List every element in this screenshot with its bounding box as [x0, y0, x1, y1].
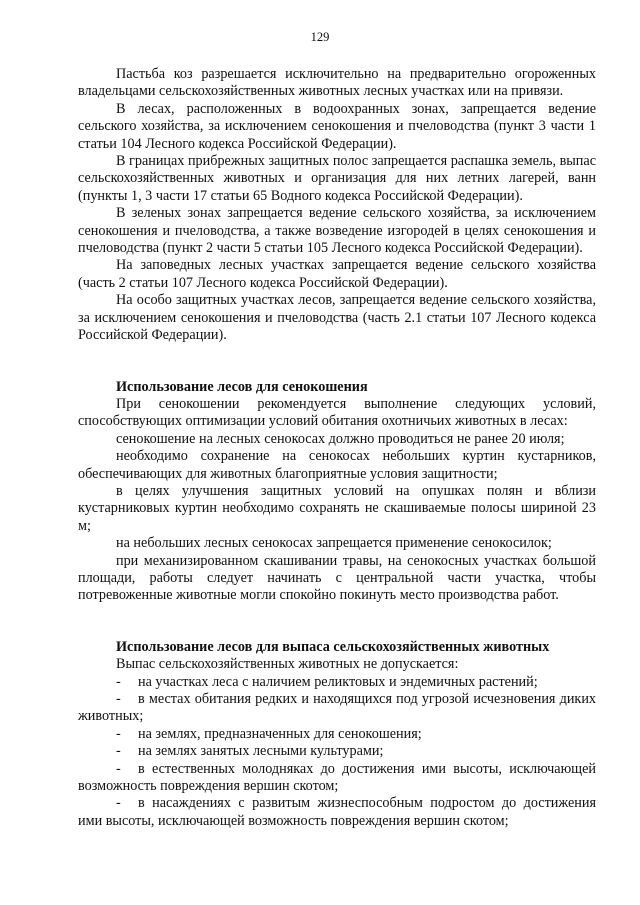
paragraph: Пастьба коз разрешается исключительно на предварительно огороженных владельцами сельскохозяйственных животных лесных участках или на привязи.	[78, 66, 596, 100]
bullet-dash: -	[116, 691, 121, 707]
paragraph: В зеленых зонах запрещается ведение сельского хозяйства, за исключением сенокошения и пчеловодства, а также возведение изгородей в целях сенокошения и пчеловодства (пункт 2 части 5 статьи 105 Лесного кодекса Российской Федерации).	[78, 205, 596, 257]
paragraph: необходимо сохранение на сенокосах небольших куртин кустарников, обеспечивающих для животных благоприятные условия защитности;	[78, 448, 596, 482]
paragraph: На особо защитных участках лесов, запрещается ведение сельского хозяйства, за исключением сенокошения и пчеловодства (часть 2.1 статьи 107 Лесного кодекса Российской Федерации).	[78, 292, 596, 344]
list-item	[78, 726, 596, 743]
section-heading-grazing: Использование лесов для выпаса сельскохозяйственных животных	[116, 638, 550, 655]
bullet-dash: -	[116, 673, 121, 690]
paragraph: при механизированном скашивании травы, на сенокосных участках большой площади, работы следует начинать с центральной части участка, чтобы потревоженные животные могли спокойно покинуть место производства работ.	[78, 552, 596, 604]
list-item	[78, 743, 596, 760]
list-item	[78, 795, 596, 830]
bullet-dash: -	[116, 743, 121, 760]
list-item	[78, 691, 596, 726]
section-heading-haymaking: Использование лесов для сенокошения	[116, 378, 368, 395]
paragraph: В лесах, расположенных в водоохранных зонах, запрещается ведение сельского хозяйства, за исключением сенокошения и пчеловодства (пункт 3 части 1 статьи 104 Лесного кодекса Российской Федерации).	[78, 100, 596, 152]
paragraph: сенокошение на лесных сенокосах должно проводиться не ранее 20 июля;	[116, 430, 565, 447]
paragraph: Выпас сельскохозяйственных животных не допускается:	[116, 656, 459, 673]
list-item-text: на участках леса с наличием реликтовых и эндемичных растений;	[138, 673, 538, 690]
list-item-text: в естественных молодняках до достижения ими высоты, исключающей возможность повреждения вершин скотом;	[78, 760, 596, 795]
paragraph: На заповедных лесных участках запрещается ведение сельского хозяйства (часть 2 статьи 107 Лесного кодекса Российской Федерации).	[78, 257, 596, 291]
list-item-text: в насаждениях с развитым жизнеспособным подростом до достижения ими высоты, исключающей возможность повреждения вершин скотом;	[78, 795, 596, 829]
paragraph: в целях улучшения защитных условий на опушках полян и вблизи кустарниковых куртин необходимо сохранять не скашиваемые полосы шириной 23 м;	[78, 482, 596, 534]
page-body	[78, 66, 596, 830]
bullet-dash: -	[116, 795, 121, 812]
paragraph: При сенокошении рекомендуется выполнение следующих условий, способствующих оптимизации условий обитания охотничьих животных в лесах:	[78, 395, 596, 430]
paragraph: на небольших лесных сенокосах запрещается применение сенокосилок;	[116, 535, 552, 552]
section-spacer	[78, 345, 596, 379]
list-item-text: на землях, предназначенных для сенокошения;	[138, 725, 422, 742]
bullet-dash: -	[116, 760, 121, 777]
section-spacer	[78, 605, 596, 639]
list-item	[78, 674, 596, 691]
bullet-dash: -	[116, 725, 121, 742]
page-number: 129	[310, 30, 330, 44]
paragraph: В границах прибрежных защитных полос запрещается распашка земель, выпас сельскохозяйственных животных и организация для них летних лагерей, ванн (пункты 1, 3 части 17 статьи 65 Водного кодекса Российской Федерации).	[78, 153, 596, 204]
list-item-text: на землях занятых лесными культурами;	[138, 743, 384, 760]
list-item	[78, 761, 596, 796]
list-item-text: в местах обитания редких и находящихся под угрозой исчезновения диких животных;	[78, 691, 596, 725]
